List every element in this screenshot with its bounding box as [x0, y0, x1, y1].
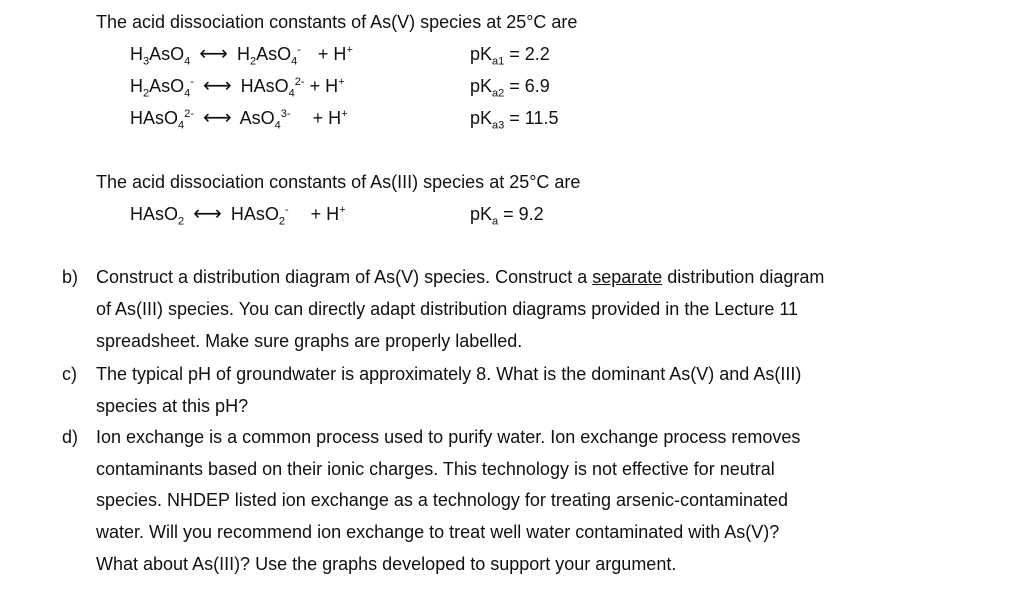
question-c-line-2: species at this pH?	[96, 396, 249, 416]
question-b-line-2: of As(III) species. You can directly adapt distribution diagrams provided in the Lecture 11	[96, 299, 799, 319]
equilibrium-arrow-icon: ⟷	[202, 75, 232, 97]
asv-reaction-1: $H_3AsO_4$ ⟷ $H_2AsO_4^- + H^+$	[130, 43, 353, 68]
underlined-separate: separate	[592, 267, 663, 287]
question-b-line-1: Construct a distribution diagram of As(V) species. Construct a separate distribution diagram	[96, 267, 825, 287]
question-b-line-3: spreadsheet. Make sure graphs are properly labelled.	[96, 331, 523, 351]
equilibrium-arrow-icon: ⟷	[193, 203, 222, 225]
question-d-line-4: water. Will you recommend ion exchange to treat well water contaminated with As(V)?	[96, 522, 780, 542]
question-c-line-1: The typical pH of groundwater is approximately 8. What is the dominant As(V) and As(III)	[96, 364, 802, 384]
question-b-label: b)	[62, 267, 79, 287]
question-d-line-5: What about As(III)? Use the graphs developed to support your argument.	[96, 554, 677, 574]
asiii-reaction: HAsO$_2$ ⟷ HAsO$_2$- + H+	[130, 203, 346, 228]
asiii-intro: The acid dissociation constants of As(III) species at 25°C are	[96, 172, 581, 192]
asv-pka2: $pK_{a2} = 6.9$	[470, 76, 550, 100]
asv-intro: The acid dissociation constants of As(V) species at 25°C are	[96, 12, 578, 32]
question-d-line-3: species. NHDEP listed ion exchange as a technology for treating arsenic-contaminated	[96, 490, 789, 510]
asiii-pka: $pK_a = 9.2$	[470, 204, 544, 228]
equilibrium-arrow-icon: ⟷	[202, 107, 232, 129]
asv-reaction-2: $H_2AsO_4^-$ ⟷ HAsO$_4^{2-}$ + H+	[130, 75, 345, 100]
question-d-line-1: Ion exchange is a common process used to purify water. Ion exchange process removes	[96, 427, 801, 447]
equilibrium-arrow-icon: ⟷	[199, 43, 228, 65]
asv-pka1: $pK_{a1} = 2.2$	[470, 44, 550, 68]
question-d-line-2: contaminants based on their ionic charges. This technology is not effective for neutral	[96, 459, 775, 479]
question-c-label: c)	[62, 364, 77, 384]
asv-reaction-3: HAsO$_4^{2-}$ ⟷ AsO$_4^{3-}$ + H+	[130, 107, 348, 132]
asv-pka3: $pK_{a3} = 11.5$	[470, 108, 559, 132]
question-d-label: d)	[62, 427, 79, 447]
